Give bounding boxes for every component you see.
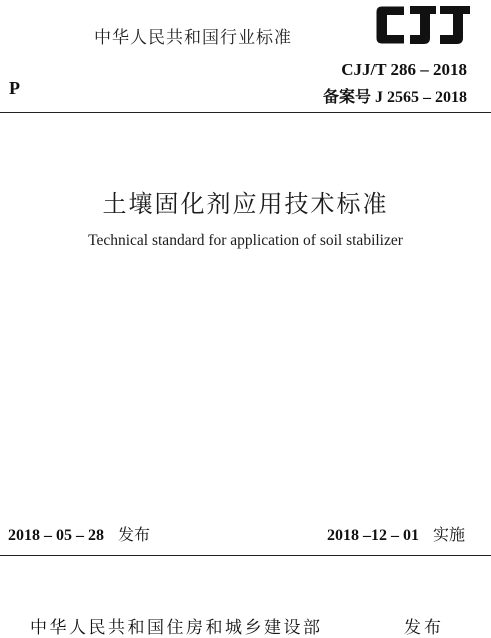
issue-date-line [8,522,150,545]
bottom-divider [0,555,491,556]
category-letter: P [9,78,20,98]
series-title: 中华人民共和国行业标准 [94,28,292,48]
cjj-logo-graphic [374,2,474,48]
record-code: J 2565 – 2018 [375,89,467,106]
document-title-english: Technical standard for application of soil stabilizer [88,232,403,249]
record-number [323,84,467,107]
cjj-logo [374,2,474,48]
implement-label: 实施 [432,525,465,544]
implement-date: 2018 –12 – 01 [326,527,419,544]
issuing-ministry: 中华人民共和国住房和城乡建设部 [30,618,323,638]
top-divider [0,112,491,113]
document-title-chinese: 土壤固化剂应用技术标准 [102,190,389,218]
publish-label: 发布 [404,618,444,638]
implement-date-line [327,522,465,545]
issue-label: 发布 [118,525,151,544]
record-label: 备案号 [322,87,371,106]
standard-code: CJJ/T 286 – 2018 [341,60,467,79]
issue-date: 2018 – 05 – 28 [8,527,104,544]
